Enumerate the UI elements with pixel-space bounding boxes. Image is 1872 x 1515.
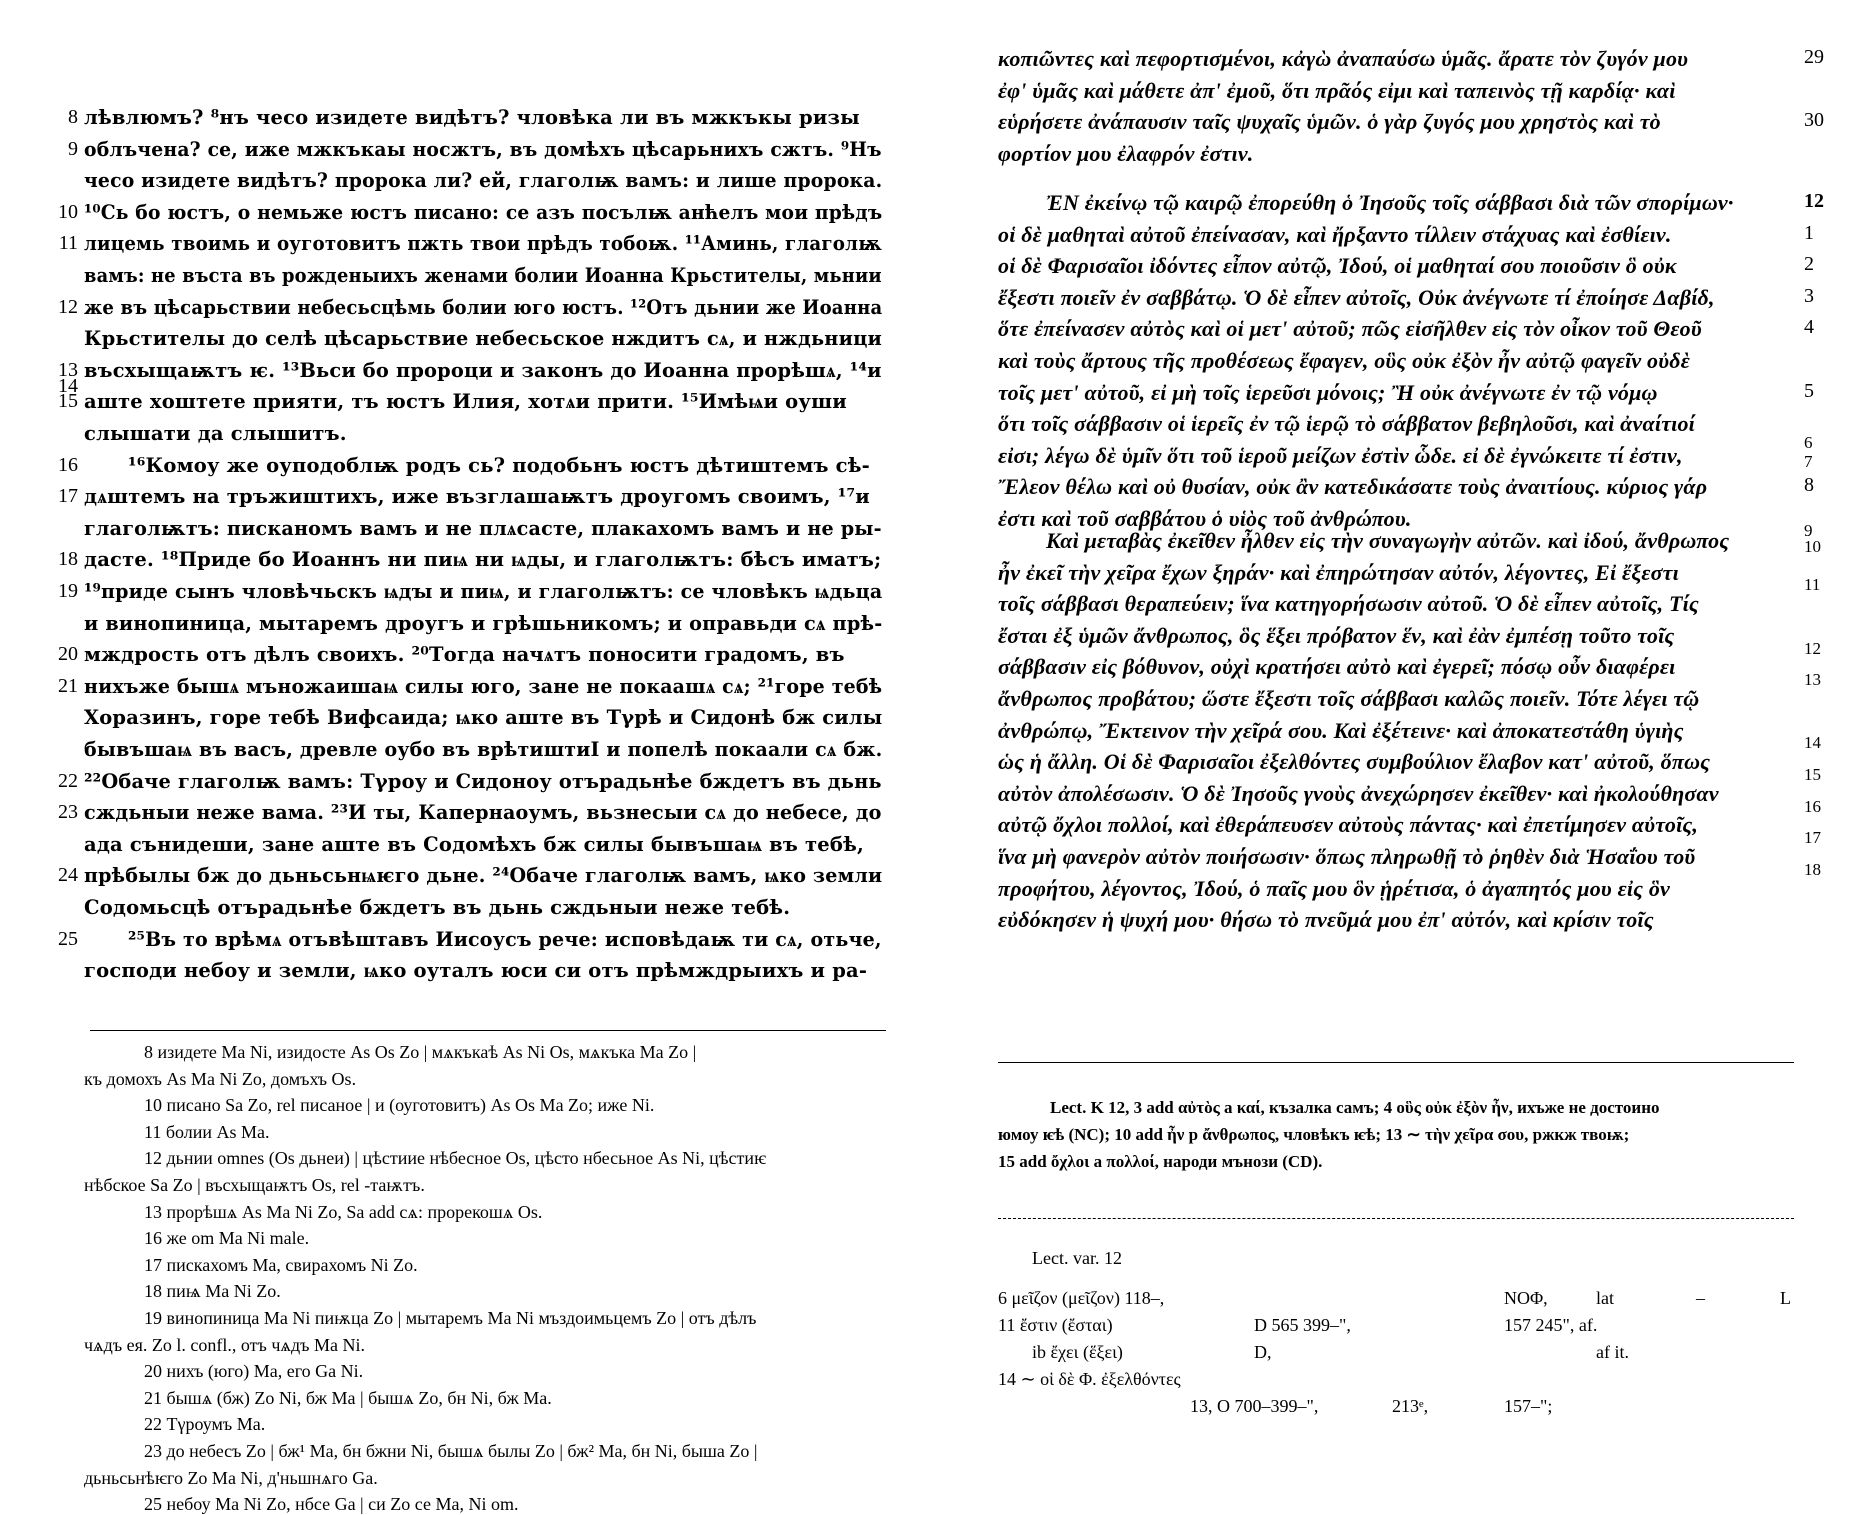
text-line: вамъ: не въста въ рожденыихъ женами болии Иоанна Крьстителы, мьнии: [84, 264, 882, 287]
verse-number: 29: [1804, 46, 1824, 68]
apparatus-line: 18 пиѩ Ma Ni Zo.: [144, 1281, 281, 1302]
text-line: ада сънидеши, зане аште въ Содомѣхъ бж силы бывъшаѩ въ тебѣ,: [84, 832, 865, 856]
text-line: ²⁵Въ то врѣмѧ отъвѣштавъ Иисоусъ рече: исповѣдаѭ ти сѧ, отьче,: [128, 927, 882, 951]
verse-number: 25: [58, 927, 78, 950]
verse-number: 7: [1804, 452, 1813, 472]
text-line: ἐφ' ὑμᾶς καὶ μάθετε ἀπ' ἐμοῦ, ὅτι πρᾶός εἰμι καὶ ταπεινὸς τῇ καρδίᾳ· καὶ: [998, 77, 1676, 103]
apparatus-line: 8 изидете Ma Ni, изидосте As Os Zo | мѧкъкаѣ As Ni Os, мѧкъка Ma Zo |: [144, 1042, 697, 1062]
apparatus-line: 23 до небесъ Zo | бж¹ Ma, бн бжни Ni, бышѧ былы Zo | бж² Ma, бн Ni, быша Zo |: [144, 1441, 758, 1461]
apparatus-line: чѧдъ ея. Zo l. confl., отъ чѧдъ Ma Ni.: [84, 1334, 365, 1355]
text-line: φορτίον μου ἐλαφρόν ἐστιν.: [998, 140, 1254, 166]
verse-number: 15: [1804, 765, 1821, 784]
text-line: τοῖς σάββασι θεραπεύειν; ἵνα κατηγορήσωσιν αὐτοῦ. Ὁ δὲ εἶπεν αὐτοῖς, Τίς: [998, 591, 1699, 617]
verse-number: 22: [58, 769, 78, 792]
apparatus-line: 22 Тγроумъ Ma.: [144, 1414, 266, 1435]
verse-number: 21: [58, 674, 78, 697]
verse-number: 24: [58, 864, 78, 887]
apparatus-line: къ домохъ As Ma Ni Zo, домъхъ Os.: [84, 1068, 357, 1089]
lect-divider-bottom: [998, 1218, 1794, 1219]
text-line: сждьныи неже вама. ²³И ты, Капернаоумъ, вьзнесыи сѧ до небесе, до: [84, 801, 882, 825]
text-line: ἀνθρώπῳ, Ἔκτεινον τὴν χεῖρά σου. Καὶ ἐξέτεινε· καὶ ἀποκατεστάθη ὑγιὴς: [998, 717, 1684, 743]
text-line: господи небоу и земли, ѩко оуталъ юси си отъ прѣмждрыихъ и ра-: [84, 959, 868, 983]
text-line: ὡς ἡ ἄλλη. Οἱ δὲ Φαρισαῖοι ἐξελθόντες συμβούλιον ἔλαβον κατ' αὐτοῦ, ὅπως: [998, 749, 1711, 775]
text-line: σάββασιν εἰς βόθυνον, οὐχὶ κρατήσει αὐτὸ καὶ ἐγερεῖ; πόσῳ οὖν διαφέρει: [998, 654, 1676, 680]
right-page: [936, 0, 1872, 1500]
verse-number: 8: [68, 106, 78, 128]
lect-var-cell: –: [1696, 1288, 1705, 1308]
verse-number: 13: [1804, 670, 1821, 690]
verse-number: 18: [58, 548, 78, 571]
text-line: Содомьсцѣ отърадьнѣе бждетъ въ дьнь сждьныи неже тебѣ.: [84, 896, 791, 919]
verse-number: 30: [1804, 109, 1824, 132]
lect-var-cell: 157 245", af.: [1504, 1315, 1598, 1335]
lect-var-cell: 13, Ο 700–399–",: [1190, 1396, 1319, 1416]
text-line: дѧштемъ на тръжиштихъ, иже възглашаѭтъ дроугомъ своимъ, ¹⁷и: [84, 485, 870, 509]
lect-var-cell: ΝΟΦ,: [1504, 1288, 1548, 1308]
text-line: ἐστι καὶ τοῦ σαββάτου ὁ υἱὸς τοῦ ἀνθρώπου.: [998, 506, 1412, 531]
verse-number: 12: [1804, 638, 1821, 658]
lect-var-cell: 213ᵉ,: [1392, 1396, 1429, 1416]
apparatus-line: 13 прорѣшѧ As Ma Ni Zo, Sa add сѧ: прорекошѧ Os.: [144, 1201, 543, 1222]
text-line: ¹⁶Комоу же оуподоблѭ родъ сь? подобьнъ юстъ дѣтиштемъ сѣ-: [128, 453, 870, 477]
verse-number: 5: [1804, 379, 1814, 402]
text-line: Καὶ μεταβὰς ἐκεῖθεν ἦλθεν εἰς τὴν συναγωγὴν αὐτῶν. καὶ ἰδού, ἄνθρωπος: [1046, 528, 1730, 553]
text-line: καὶ τοὺς ἄρτους τῆς προθέσεως ἔφαγεν, οὓς οὐκ ἐξὸν ἦν αὐτῷ φαγεῖν οὐδὲ: [998, 348, 1690, 373]
verse-number: 6: [1804, 433, 1813, 453]
apparatus-line: 21 бышѧ (бж) Zo Ni, бж Ma | бышѧ Zo, бн Ni, бж Ma.: [144, 1387, 552, 1408]
text-line: глаголѭтъ: писканомъ вамъ и не плѧсасте, плакахомъ вамъ и не ры-: [84, 516, 882, 540]
lect-var-cell: ib ἔχει (ἕξει): [1032, 1342, 1123, 1362]
text-line: лицемь твоимь и оуготовитъ пжть твои прѣдъ тобоѭ. ¹¹Аминь, глаголѭ: [84, 232, 882, 256]
text-line: τοῖς μετ' αὐτοῦ, εἰ μὴ τοῖς ἱερεῦσι μόνοις; Ἢ οὐκ ἀνέγνωτε ἐν τῷ νόμῳ: [998, 379, 1658, 405]
verse-number: 8: [1804, 474, 1814, 497]
text-line: ¹⁹приде сынъ чловѣчьскъ ѩдꙑ и пиѩ, и глаголѭтъ: се чловѣкъ ѩдьца: [84, 580, 883, 603]
verse-number: 17: [58, 485, 78, 508]
lect-var-cell: 11 ἔστιν (ἔσται): [998, 1315, 1113, 1335]
apparatus-line: 19 винопиница Ma Ni пиѭца Zo | мытаремъ Ma Ni мъздоимьцемъ Zo | отъ дѣлъ: [144, 1308, 757, 1328]
lect-var-cell: 157–";: [1504, 1396, 1553, 1416]
text-line: лѣвлюмъ? ⁸нъ чесо изидете видѣтъ? чловѣка ли въ мжкъкы ризы: [84, 106, 860, 129]
apparatus-line: 20 нихъ (юго) Ma, его Ga Ni.: [144, 1361, 364, 1382]
text-line: αὐτὸν ἀπολέσωσιν. Ὁ δὲ Ἰησοῦς γνοὺς ἀνεχώρησεν ἐκεῖθεν· καὶ ἠκολούθησαν: [998, 780, 1719, 806]
text-line: οἱ δὲ Φαρισαῖοι ἰδόντες εἶπον αὐτῷ, Ἰδού, οἱ μαθηταί σου ποιοῦσιν ὃ οὐκ: [998, 253, 1677, 279]
text-line: облъчена? се, иже мжкъкаы носжтъ, въ домѣхъ цѣсарьнихъ сжтъ. ⁹Нъ: [84, 137, 882, 161]
lect-var-cell: 6 μεῖζον (μεῖζον) 118–,: [998, 1288, 1165, 1308]
text-line: αὐτῷ ὄχλοι πολλοί, καὶ ἐθεράπευσεν αὐτοὺς πάντας· καὶ ἐπετίμησεν αὐτοῖς,: [998, 812, 1699, 838]
text-line: аште хоштете прияти, тъ юстъ Илия, хотѧи прити. ¹⁵Имѣѩи оуши: [84, 390, 847, 414]
text-line: ²²Обаче глаголѭ вамъ: Тγроу и Сидоноу отърадьнѣе бждетъ въ дьнь: [84, 769, 882, 793]
text-line: и винопиница, мытаремъ дроугъ и грѣшьникомъ; и оправьди сѧ прѣ-: [84, 611, 883, 635]
text-line: Хоразинъ, горе тебѣ Вифсаида; ѩко аште въ Тγрѣ и Сидонѣ бж силы: [84, 706, 883, 730]
text-line: бывъшаѩ въ васъ, древле оубо въ врѣтиштиI и попелѣ покаали сѧ бж.: [84, 738, 883, 761]
verse-number: 9: [1804, 521, 1813, 541]
verse-number: 12: [1804, 190, 1824, 212]
text-line: ἄνθρωπος προβάτου; ὥστε ἔξεστι τοῖς σάββασι καλῶς ποιεῖν. Τότε λέγει τῷ: [998, 686, 1700, 711]
verse-number: 23: [58, 801, 78, 824]
text-line: Ἔλεον θέλω καὶ οὐ θυσίαν, οὐκ ἂν κατεδικάσατε τοὺς ἀναιτίους. κύριος γάρ: [998, 474, 1708, 500]
text-line: прѣбылы бж до дьньсьнѩѥго дьне. ²⁴Обаче глаголѭ вамъ, ѩко земли: [84, 864, 883, 888]
text-line: ἘΝ ἐκείνῳ τῷ καιρῷ ἐπορεύθη ὁ Ἰησοῦς τοῖς σάββασι διὰ τῶν σπορίμων·: [1046, 190, 1734, 215]
lect-var-cell: af it.: [1596, 1342, 1629, 1362]
text-line: Крьстителы до селѣ цѣсарьствие небесьское нждитъ сѧ, и нждьници: [84, 327, 883, 351]
text-line: κοπιῶντες καὶ πεφορτισμένοι, κἀγὼ ἀναπαύσω ὑμᾶς. ἄρατε τὸν ζυγόν μου: [998, 46, 1689, 71]
verse-number: 9: [68, 137, 78, 160]
text-line: ὅτε ἐπείνασεν αὐτὸς καὶ οἱ μετ' αὐτοῦ; πῶς εἰσῆλθεν εἰς τὸν οἶκον τοῦ Θεοῦ: [998, 316, 1702, 342]
text-line: ἵνα μὴ φανερὸν αὐτὸν ποιήσωσιν· ὅπως πληρωθῇ τὸ ῥηθὲν διὰ Ἡσαΐου τοῦ: [998, 844, 1696, 869]
verse-number: 1: [1804, 221, 1814, 244]
verse-number: 19: [58, 580, 78, 602]
verse-number: 14: [58, 374, 78, 397]
apparatus-line: дьньсьнѣѥго Zo Ma Ni, д'ньшнѧго Ga.: [84, 1467, 378, 1488]
verse-number: 11: [58, 232, 78, 255]
apparatus-divider: [90, 1030, 886, 1031]
lect-divider-top: [998, 1062, 1794, 1063]
apparatus-line: 25 небоу Ma Ni Zo, нбсе Ga | си Zo се Ma, Ni om.: [144, 1494, 519, 1515]
verse-number: 2: [1804, 253, 1814, 276]
lect-note-line: Lect. K 12, 3 add αὐτὸς a καί, къзалка самъ; 4 οὓς οὐκ ἐξὸν ἦν, ихъже не достоино: [1050, 1098, 1660, 1117]
verse-number: 10: [1804, 537, 1821, 557]
text-line: ἔξεστι ποιεῖν ἐν σαββάτῳ. Ὁ δὲ εἶπεν αὐτοῖς, Οὐκ ἀνέγνωτε τί ἐποίησε Δαβίδ,: [998, 284, 1715, 310]
lect-note-line: 15 add ὄχλοι a πολλοί, народи мънози (CD).: [998, 1152, 1323, 1171]
apparatus-line: 10 писано Sa Zo, rel писаное | и (оуготовитъ) As Os Ma Zo; иже Ni.: [144, 1095, 655, 1116]
text-line: ¹⁰Сь бо юстъ, о немьже юстъ писано: се азъ посълѭ анћелъ мои прѣдъ: [84, 200, 883, 224]
text-line: εὑρήσετε ἀνάπαυσιν ταῖς ψυχαῖς ὑμῶν. ὁ γὰρ ζυγός μου χρηστὸς καὶ τὸ: [998, 109, 1661, 135]
verse-number: 11: [1804, 575, 1821, 595]
verse-number: 13: [58, 358, 78, 381]
text-line: чесо изидете видѣтъ? пророка ли? ей, глаголѭ вамъ: и лише пророка.: [84, 169, 883, 193]
text-line: въсхыщаѭтъ ѥ. ¹³Вьси бо пророци и законъ до Иоанна прорѣшѧ, ¹⁴и: [84, 358, 882, 382]
apparatus-line: 11 болии As Ma.: [144, 1121, 270, 1142]
text-line: εἰσι; λέγω δὲ ὑμῖν ὅτι τοῦ ἱεροῦ μείζων ἐστὶν ὧδε. εἰ δὲ ἐγνώκειτε τί ἐστιν,: [998, 442, 1683, 468]
verse-number: 3: [1804, 284, 1814, 307]
verse-number: 17: [1804, 828, 1821, 848]
apparatus-line: нѣбское Sa Zo | въсхыщаѭтъ Os, rel -таѭтъ.: [84, 1175, 425, 1195]
lect-var-cell: 14 ∼ οἱ δὲ Φ. ἐξελθόντες: [998, 1369, 1181, 1389]
lect-note-line: юмоу ѥѣ (NC); 10 add ἦν p ἄνθρωπος, чловѣкъ ѥѣ; 13 ∼ τὴν χεῖρα σου, ржкж твоѭ;: [998, 1125, 1630, 1144]
verse-number: 16: [1804, 796, 1821, 816]
lect-var-cell: L: [1780, 1288, 1791, 1308]
verse-number: 4: [1804, 316, 1814, 339]
verse-number: 12: [58, 295, 78, 318]
text-line: εὐδόκησεν ἡ ψυχή μου· θήσω τὸ πνεῦμά μου ἐπ' αὐτόν, καὶ κρίσιν τοῖς: [998, 907, 1654, 933]
verse-number: 10: [58, 200, 78, 223]
lect-var-title: Lect. var. 12: [1032, 1248, 1122, 1268]
lect-var-cell: lat: [1596, 1288, 1614, 1308]
verse-number: 14: [1804, 733, 1821, 753]
apparatus-line: 17 пискахомъ Ma, свирахомъ Ni Zo.: [144, 1254, 418, 1275]
apparatus-line: 12 дьнии omnes (Os дьнеи) | цѣстиие нѣбесное Os, цѣсто нбесьное As Ni, цѣстиѥ: [144, 1148, 767, 1169]
verse-number: 16: [58, 453, 78, 476]
verse-number: 18: [1804, 859, 1821, 879]
text-line: οἱ δὲ μαθηταὶ αὐτοῦ ἐπείνασαν, καὶ ἤρξαντο τίλλειν στάχυας καὶ ἐσθίειν.: [998, 221, 1672, 247]
lect-var-cell: D 565 399–",: [1254, 1315, 1351, 1335]
text-line: слышати да слышитъ.: [84, 422, 347, 445]
apparatus-line: 16 же om Ma Ni male.: [144, 1228, 310, 1249]
text-line: мждрость отъ дѣлъ своихъ. ²⁰Тогда начѧтъ поносити градомъ, въ: [84, 643, 845, 667]
text-line: ἦν ἐκεῖ τὴν χεῖρα ἔχων ξηράν· καὶ ἐπηρώτησαν αὐτόν, λέγοντες, Εἰ ἔξεστι: [998, 559, 1679, 585]
text-line: προφήτου, λέγοντος, Ἰδού, ὁ παῖς μου ὃν ᾑρέτισα, ὁ ἀγαπητός μου εἰς ὃν: [998, 875, 1671, 901]
text-line: дасте. ¹⁸Приде бо Иоаннъ ни пиѩ ни ѩды, и глаголѭтъ: бѣсъ иматъ;: [84, 548, 882, 572]
verse-number: 15: [58, 390, 78, 413]
text-line: же въ цѣсарьствии небесьсцѣмь болии юго юстъ. ¹²Отъ дьнии же Иоанна: [84, 295, 883, 319]
lect-var-cell: D,: [1254, 1342, 1272, 1362]
text-line: нихъже бышѧ мъножаишаѩ силы юго, зане не покаашѧ сѧ; ²¹горе тебѣ: [84, 674, 883, 698]
text-line: ἔσται ἐξ ὑμῶν ἄνθρωπος, ὃς ἕξει πρόβατον ἕν, καὶ ἐὰν ἐμπέσῃ τοῦτο τοῖς: [998, 622, 1675, 648]
verse-number: 20: [58, 643, 78, 666]
text-line: ὅτι τοῖς σάββασιν οἱ ἱερεῖς ἐν τῷ ἱερῷ τὸ σάββατον βεβηλοῦσι, καὶ ἀναίτιοί: [998, 411, 1695, 437]
